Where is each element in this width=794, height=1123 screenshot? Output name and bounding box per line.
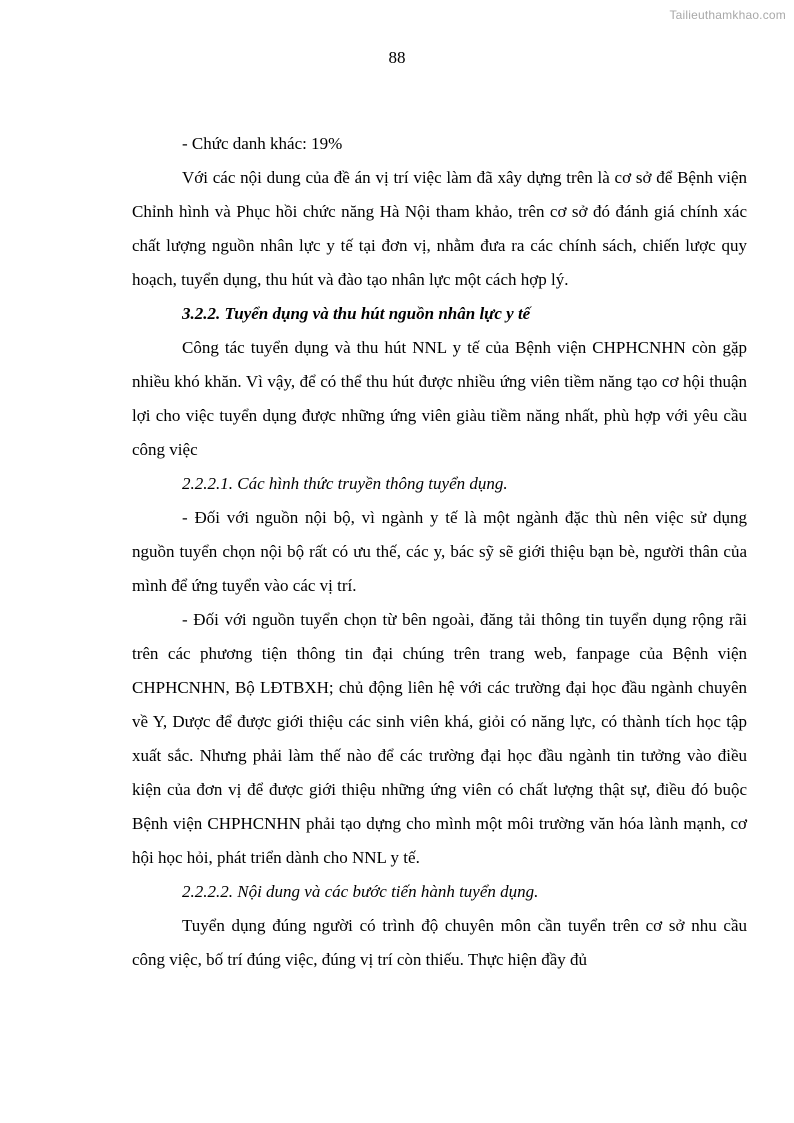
paragraph-internal-source: - Đối với nguồn nội bộ, vì ngành y tế là một ngành đặc thù nên việc sử dụng nguồn tuyển chọn nội bộ rất có ưu thế, các y, bác sỹ sẽ giới thiệu bạn bè, người thân của mình để ứng tuyển vào các vị trí. (132, 508, 747, 595)
subheading-2-2-2-2: 2.2.2.2. Nội dung và các bước tiến hành tuyển dụng. (182, 882, 539, 901)
paragraph-recruitment-intro: Công tác tuyển dụng và thu hút NNL y tế của Bệnh viện CHPHCNHN còn gặp nhiều khó khăn. Vì vậy, để có thể thu hút được nhiều ứng viên tiềm năng tạo cơ hội thuận lợi cho việc tuyển dụng được những ứng viên giàu tiềm năng nhất, phù hợp với yêu cầu công việc (132, 338, 747, 459)
paragraph-external-source: - Đối với nguồn tuyển chọn từ bên ngoài, đăng tải thông tin tuyển dụng rộng rãi trên các phương tiện thông tin đại chúng trên trang web, fanpage của Bệnh viện CHPHCNHN, Bộ LĐTBXH; chủ động liên hệ với các trường đại học đầu ngành chuyên về Y, Dược để được giới thiệu các sinh viên khá, giỏi có năng lực, có thành tích học tập xuất sắc. Nhưng phải làm thế nào để các trường đại học đầu ngành tin tưởng vào điều kiện của đơn vị để được giới thiệu những ứng viên có chất lượng thật sự, điều đó buộc Bệnh viện CHPHCNHN phải tạo dựng cho mình một môi trường văn hóa lành mạnh, cơ hội học hỏi, phát triển dành cho NNL y tế. (132, 610, 747, 867)
document-body (132, 127, 747, 977)
section-heading-3-2-2: 3.2.2. Tuyển dụng và thu hút nguồn nhân lực y tế (182, 304, 531, 323)
page-number: 88 (388, 48, 406, 67)
subheading-2-2-2-1: 2.2.2.1. Các hình thức truyền thông tuyển dụng. (182, 474, 508, 493)
paragraph-job-position: Với các nội dung của đề án vị trí việc làm đã xây dựng trên là cơ sở để Bệnh viện Chỉnh hình và Phục hồi chức năng Hà Nội tham khảo, trên cơ sở đó đánh giá chính xác chất lượng nguồn nhân lực y tế tại đơn vị, nhằm đưa ra các chính sách, chiến lược quy hoạch, tuyển dụng, thu hút và đào tạo nhân lực một cách hợp lý. (132, 168, 747, 289)
watermark: Tailieuthamkhao.com (669, 8, 786, 22)
paragraph-other-titles: - Chức danh khác: 19% (182, 134, 343, 153)
paragraph-recruitment-steps: Tuyển dụng đúng người có trình độ chuyên môn cần tuyển trên cơ sở nhu cầu công việc, bố trí đúng việc, đúng vị trí còn thiếu. Thực hiện đầy đủ (132, 916, 747, 969)
